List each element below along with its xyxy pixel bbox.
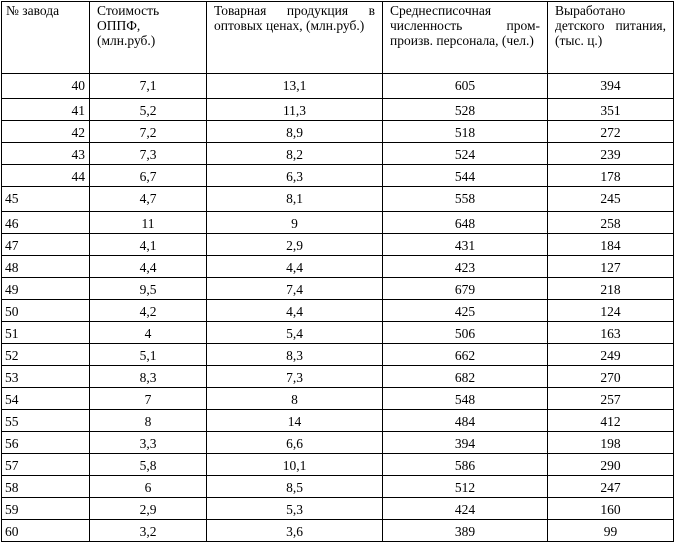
commodity-output-cell: 8,9 [207, 121, 383, 143]
commodity-output-cell: 8 [207, 388, 383, 410]
staff-count-cell: 682 [383, 366, 548, 388]
factory-number-cell: 57 [2, 454, 90, 476]
baby-food-output-cell: 160 [548, 498, 674, 520]
factory-number-cell: 59 [2, 498, 90, 520]
commodity-output-cell: 4,4 [207, 300, 383, 322]
table-row [2, 454, 674, 476]
factory-number-cell: 47 [2, 234, 90, 256]
baby-food-output-cell: 99 [548, 520, 674, 542]
factory-number-cell: 58 [2, 476, 90, 498]
header-staff-count: Среднесписочная численность пром-произв. персонала, (чел.) [383, 2, 548, 74]
staff-count-cell: 648 [383, 212, 548, 234]
oppf-cost-cell: 7 [90, 388, 207, 410]
commodity-output-cell: 8,2 [207, 143, 383, 165]
staff-count-cell: 605 [383, 74, 548, 99]
factory-number-cell: 48 [2, 256, 90, 278]
factory-number-cell: 42 [2, 121, 90, 143]
table-row [2, 520, 674, 542]
table-row [2, 476, 674, 498]
oppf-cost-cell: 3,3 [90, 432, 207, 454]
staff-count-cell: 558 [383, 187, 548, 212]
table-body [2, 74, 674, 542]
baby-food-output-cell: 412 [548, 410, 674, 432]
factory-number-cell: 51 [2, 322, 90, 344]
baby-food-output-cell: 270 [548, 366, 674, 388]
baby-food-output-cell: 245 [548, 187, 674, 212]
staff-count-cell: 423 [383, 256, 548, 278]
staff-count-cell: 524 [383, 143, 548, 165]
factory-number-cell: 41 [2, 99, 90, 121]
commodity-output-cell: 5,3 [207, 498, 383, 520]
baby-food-output-cell: 239 [548, 143, 674, 165]
baby-food-output-cell: 163 [548, 322, 674, 344]
header-oppf-cost: Стоимость ОППФ, (млн.руб.) [90, 2, 207, 74]
oppf-cost-cell: 4,1 [90, 234, 207, 256]
oppf-cost-cell: 8 [90, 410, 207, 432]
table-row [2, 432, 674, 454]
factory-number-cell: 50 [2, 300, 90, 322]
staff-count-cell: 679 [383, 278, 548, 300]
oppf-cost-cell: 3,2 [90, 520, 207, 542]
table-row [2, 165, 674, 187]
factory-number-cell: 54 [2, 388, 90, 410]
factory-number-cell: 46 [2, 212, 90, 234]
oppf-cost-cell: 4,4 [90, 256, 207, 278]
oppf-cost-cell: 8,3 [90, 366, 207, 388]
table-row [2, 410, 674, 432]
baby-food-output-cell: 178 [548, 165, 674, 187]
baby-food-output-cell: 290 [548, 454, 674, 476]
commodity-output-cell: 9 [207, 212, 383, 234]
factory-number-cell: 55 [2, 410, 90, 432]
baby-food-output-cell: 184 [548, 234, 674, 256]
table-row [2, 74, 674, 99]
commodity-output-cell: 6,3 [207, 165, 383, 187]
factory-number-cell: 43 [2, 143, 90, 165]
oppf-cost-cell: 7,2 [90, 121, 207, 143]
commodity-output-cell: 3,6 [207, 520, 383, 542]
staff-count-cell: 662 [383, 344, 548, 366]
commodity-output-cell: 8,3 [207, 344, 383, 366]
baby-food-output-cell: 198 [548, 432, 674, 454]
factory-number-cell: 40 [2, 74, 90, 99]
header-baby-food-output: Выработано детского питания, (тыс. ц.) [548, 2, 674, 74]
baby-food-output-cell: 247 [548, 476, 674, 498]
baby-food-output-cell: 218 [548, 278, 674, 300]
commodity-output-cell: 4,4 [207, 256, 383, 278]
factory-number-cell: 44 [2, 165, 90, 187]
table-row [2, 278, 674, 300]
table-row [2, 99, 674, 121]
oppf-cost-cell: 9,5 [90, 278, 207, 300]
table-row [2, 143, 674, 165]
factory-number-cell: 56 [2, 432, 90, 454]
oppf-cost-cell: 6 [90, 476, 207, 498]
oppf-cost-cell: 6,7 [90, 165, 207, 187]
staff-count-cell: 425 [383, 300, 548, 322]
oppf-cost-cell: 5,1 [90, 344, 207, 366]
commodity-output-cell: 6,6 [207, 432, 383, 454]
staff-count-cell: 586 [383, 454, 548, 476]
table-row [2, 234, 674, 256]
oppf-cost-cell: 7,3 [90, 143, 207, 165]
staff-count-cell: 518 [383, 121, 548, 143]
commodity-output-cell: 8,1 [207, 187, 383, 212]
staff-count-cell: 484 [383, 410, 548, 432]
table-row [2, 212, 674, 234]
commodity-output-cell: 7,3 [207, 366, 383, 388]
baby-food-output-cell: 127 [548, 256, 674, 278]
oppf-cost-cell: 5,2 [90, 99, 207, 121]
header-factory-number: № завода [2, 2, 90, 74]
table-row [2, 344, 674, 366]
oppf-cost-cell: 4 [90, 322, 207, 344]
baby-food-output-cell: 351 [548, 99, 674, 121]
baby-food-output-cell: 272 [548, 121, 674, 143]
table-row [2, 300, 674, 322]
table-row [2, 388, 674, 410]
header-row [2, 2, 674, 74]
staff-count-cell: 394 [383, 432, 548, 454]
commodity-output-cell: 2,9 [207, 234, 383, 256]
commodity-output-cell: 11,3 [207, 99, 383, 121]
table-row [2, 256, 674, 278]
staff-count-cell: 431 [383, 234, 548, 256]
table-row [2, 498, 674, 520]
table-row [2, 322, 674, 344]
oppf-cost-cell: 7,1 [90, 74, 207, 99]
header-commodity-output: Товарная продукция в оптовых ценах, (млн.руб.) [207, 2, 383, 74]
factory-number-cell: 53 [2, 366, 90, 388]
baby-food-output-cell: 249 [548, 344, 674, 366]
commodity-output-cell: 7,4 [207, 278, 383, 300]
oppf-cost-cell: 5,8 [90, 454, 207, 476]
oppf-cost-cell: 4,2 [90, 300, 207, 322]
factory-number-cell: 52 [2, 344, 90, 366]
factory-data-table [1, 1, 674, 542]
commodity-output-cell: 13,1 [207, 74, 383, 99]
baby-food-output-cell: 258 [548, 212, 674, 234]
staff-count-cell: 544 [383, 165, 548, 187]
table-row [2, 121, 674, 143]
baby-food-output-cell: 124 [548, 300, 674, 322]
baby-food-output-cell: 257 [548, 388, 674, 410]
staff-count-cell: 389 [383, 520, 548, 542]
oppf-cost-cell: 4,7 [90, 187, 207, 212]
staff-count-cell: 506 [383, 322, 548, 344]
staff-count-cell: 548 [383, 388, 548, 410]
table-row [2, 187, 674, 212]
factory-number-cell: 49 [2, 278, 90, 300]
oppf-cost-cell: 2,9 [90, 498, 207, 520]
factory-number-cell: 60 [2, 520, 90, 542]
factory-number-cell: 45 [2, 187, 90, 212]
staff-count-cell: 424 [383, 498, 548, 520]
table-row [2, 366, 674, 388]
oppf-cost-cell: 11 [90, 212, 207, 234]
commodity-output-cell: 10,1 [207, 454, 383, 476]
staff-count-cell: 512 [383, 476, 548, 498]
table-header [2, 2, 674, 74]
commodity-output-cell: 8,5 [207, 476, 383, 498]
baby-food-output-cell: 394 [548, 74, 674, 99]
commodity-output-cell: 5,4 [207, 322, 383, 344]
staff-count-cell: 528 [383, 99, 548, 121]
commodity-output-cell: 14 [207, 410, 383, 432]
